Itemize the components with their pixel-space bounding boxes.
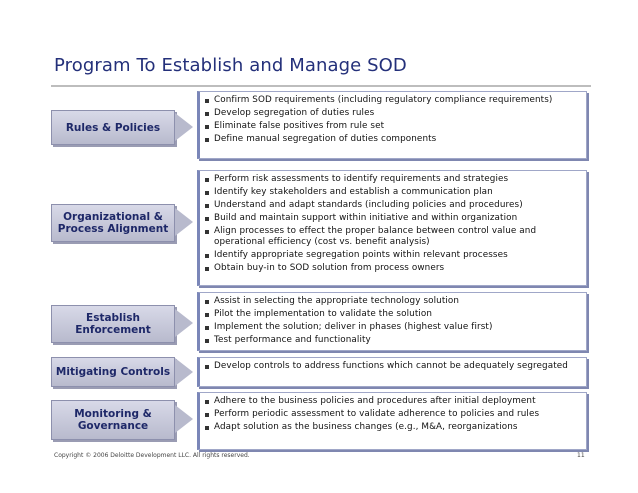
bullet-item: Align processes to effect the proper balance between control value and operational efficiency (cost vs. benefit analysis): [204, 226, 582, 248]
page-number: 11: [577, 452, 585, 459]
label-establish-enforcement: Establish Enforcement: [51, 305, 175, 343]
bullet-item: Obtain buy-in to SOD solution from process owners: [204, 263, 582, 274]
bullet-item: Define manual segregation of duties components: [204, 134, 582, 145]
arrow-establish-enforcement: [175, 309, 193, 337]
label-rules-policies: Rules & Policies: [51, 110, 175, 145]
bullets-rules-policies: [197, 91, 587, 159]
bullet-item: Implement the solution; deliver in phases (highest value first): [204, 322, 582, 333]
bullets-organizational-alignment: [197, 170, 587, 286]
bullet-item: Build and maintain support within initiative and within organization: [204, 213, 582, 224]
bullet-item: Perform periodic assessment to validate adherence to policies and rules: [204, 409, 582, 420]
bullet-item: Develop segregation of duties rules: [204, 108, 582, 119]
arrow-rules-policies: [175, 113, 193, 141]
slide-title: Program To Establish and Manage SOD: [54, 55, 407, 76]
bullet-item: Identify key stakeholders and establish a communication plan: [204, 187, 582, 198]
bullet-item: Understand and adapt standards (including policies and procedures): [204, 200, 582, 211]
bullet-item: Eliminate false positives from rule set: [204, 121, 582, 132]
bullet-item: Pilot the implementation to validate the solution: [204, 309, 582, 320]
bullets-mitigating-controls: [197, 357, 587, 387]
bullets-monitoring-governance: [197, 392, 587, 450]
arrow-mitigating-controls: [175, 358, 193, 386]
label-organizational-alignment: Organizational & Process Alignment: [51, 204, 175, 242]
arrow-organizational-alignment: [175, 208, 193, 236]
bullets-establish-enforcement: [197, 292, 587, 351]
copyright-footer: Copyright © 2006 Deloitte Development LLC. All rights reserved.: [54, 452, 250, 459]
arrow-monitoring-governance: [175, 405, 193, 433]
bullet-item: Adhere to the business policies and procedures after initial deployment: [204, 396, 582, 407]
bullet-item: Perform risk assessments to identify requirements and strategies: [204, 174, 582, 185]
bullet-item: Adapt solution as the business changes (e.g., M&A, reorganizations: [204, 422, 582, 433]
bullet-item: Develop controls to address functions which cannot be adequately segregated: [204, 361, 582, 372]
title-divider: [51, 85, 591, 87]
bullet-item: Assist in selecting the appropriate technology solution: [204, 296, 582, 307]
bullet-item: Confirm SOD requirements (including regulatory compliance requirements): [204, 95, 582, 106]
label-mitigating-controls: Mitigating Controls: [51, 357, 175, 387]
bullet-item: Test performance and functionality: [204, 335, 582, 346]
label-monitoring-governance: Monitoring & Governance: [51, 400, 175, 440]
bullet-item: Identify appropriate segregation points within relevant processes: [204, 250, 582, 261]
